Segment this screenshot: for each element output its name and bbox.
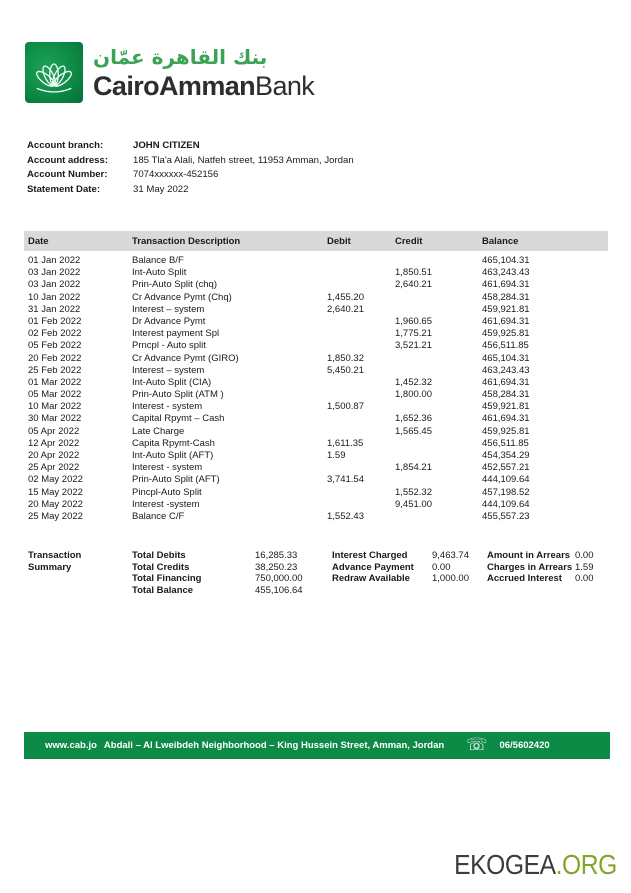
cell-date: 05 Feb 2022 bbox=[28, 340, 82, 352]
table-row bbox=[24, 292, 608, 304]
watermark-name: EKOGEA bbox=[454, 849, 556, 880]
cell-debit: 1.59 bbox=[327, 450, 346, 461]
cell-debit: 5,450.21 bbox=[327, 364, 364, 376]
table-row bbox=[24, 389, 608, 401]
cell-debit: 2,640.21 bbox=[327, 303, 364, 315]
summary-label: Interest Charged bbox=[332, 550, 408, 561]
account-field-value: 7074xxxxxx-452156 bbox=[133, 169, 219, 181]
summary-group-2 bbox=[332, 550, 469, 585]
summary-label: Accrued Interest bbox=[487, 573, 562, 585]
cell-credit bbox=[395, 304, 482, 316]
cell-balance: 457,198.52 bbox=[482, 486, 530, 498]
cell-balance: 461,694.31 bbox=[482, 413, 530, 425]
cell-balance: 458,284.31 bbox=[482, 389, 530, 401]
footer-bar bbox=[24, 732, 610, 759]
summary-label: Charges in Arrears bbox=[487, 561, 573, 573]
account-field-value: 31 May 2022 bbox=[133, 183, 189, 195]
summary-title-line2: Summary bbox=[28, 561, 72, 573]
cell-credit: 1,854.21 bbox=[395, 462, 432, 474]
cell-description: Balance C/F bbox=[132, 510, 185, 522]
summary-label: Advance Payment bbox=[332, 561, 414, 573]
cell-debit bbox=[327, 413, 395, 425]
cell-date: 25 Feb 2022 bbox=[28, 364, 82, 376]
summary-row bbox=[132, 550, 303, 562]
summary-row bbox=[487, 573, 594, 585]
summary-row bbox=[132, 562, 303, 574]
summary-row bbox=[487, 550, 594, 562]
table-row bbox=[24, 316, 608, 328]
cell-date: 15 May 2022 bbox=[28, 486, 83, 498]
table-row bbox=[24, 304, 608, 316]
cell-credit bbox=[395, 365, 482, 377]
table-row bbox=[24, 499, 608, 511]
cell-credit: 1,775.21 bbox=[395, 328, 432, 340]
cell-balance: 459,921.81 bbox=[482, 303, 530, 315]
account-field-label: Account address: bbox=[27, 154, 109, 166]
cell-debit: 1,611.35 bbox=[327, 437, 364, 449]
bank-name-arabic: بنك القاهرة عمّان bbox=[93, 45, 268, 69]
account-info bbox=[27, 139, 354, 197]
column-header-description: Transaction Description bbox=[132, 235, 241, 247]
cell-date: 25 May 2022 bbox=[28, 510, 83, 522]
table-row bbox=[24, 462, 608, 474]
column-header-balance: Balance bbox=[482, 235, 519, 247]
cell-description: Prin-Auto Split (AFT) bbox=[132, 474, 220, 486]
cell-balance: 458,284.31 bbox=[482, 291, 530, 303]
cell-credit: 2,640.21 bbox=[395, 279, 432, 291]
cell-description: Int-Auto Split bbox=[132, 267, 187, 279]
table-row bbox=[24, 450, 608, 462]
cell-balance: 465,104.31 bbox=[482, 352, 530, 364]
bank-name-latin bbox=[93, 71, 314, 101]
cell-date: 20 May 2022 bbox=[28, 498, 83, 510]
cell-description: Interest -system bbox=[132, 498, 200, 510]
cell-debit: 1,500.87 bbox=[327, 401, 364, 413]
cell-credit bbox=[395, 292, 482, 304]
table-row bbox=[24, 279, 608, 291]
cell-debit: 3,741.54 bbox=[327, 474, 364, 486]
cell-description: Capital Rpymt – Cash bbox=[132, 413, 225, 425]
cell-date: 31 Jan 2022 bbox=[28, 303, 81, 315]
cell-date: 12 Apr 2022 bbox=[28, 437, 80, 449]
summary-row bbox=[332, 573, 469, 585]
summary-value: 16,285.33 bbox=[255, 550, 298, 561]
table-row bbox=[24, 511, 608, 523]
cell-date: 05 Mar 2022 bbox=[28, 389, 82, 401]
cell-date: 25 Apr 2022 bbox=[28, 462, 80, 474]
cell-description: Int-Auto Split (AFT) bbox=[132, 450, 214, 461]
ekogea-watermark bbox=[454, 851, 617, 879]
summary-row bbox=[332, 562, 469, 574]
cell-balance: 444,109.64 bbox=[482, 474, 530, 486]
cell-debit: 1,850.32 bbox=[327, 352, 364, 364]
cell-credit: 9,451.00 bbox=[395, 498, 432, 510]
cell-credit bbox=[395, 474, 482, 486]
account-row bbox=[27, 154, 354, 169]
cell-balance: 461,694.31 bbox=[482, 279, 530, 291]
cell-description: Interest – system bbox=[132, 364, 205, 376]
table-row bbox=[24, 255, 608, 267]
cell-debit bbox=[327, 279, 395, 291]
footer-phone-number: 06/5602420 bbox=[499, 740, 550, 751]
cell-description: Late Charge bbox=[132, 425, 185, 437]
cell-balance: 459,925.81 bbox=[482, 425, 530, 437]
summary-label: Redraw Available bbox=[332, 573, 410, 585]
cell-balance: 461,694.31 bbox=[482, 376, 530, 388]
cell-description: Pincpl-Auto Split bbox=[132, 486, 202, 498]
column-header-debit: Debit bbox=[327, 235, 351, 247]
cell-date: 03 Jan 2022 bbox=[28, 279, 81, 291]
cell-debit bbox=[327, 340, 395, 352]
summary-value: 750,000.00 bbox=[255, 573, 303, 585]
cell-date: 05 Apr 2022 bbox=[28, 425, 80, 437]
summary-label: Total Debits bbox=[132, 550, 186, 561]
cell-debit bbox=[327, 377, 395, 389]
cell-description: Prin-Auto Split (ATM ) bbox=[132, 389, 224, 401]
cell-description: Capita Rpymt-Cash bbox=[132, 437, 215, 449]
account-row bbox=[27, 183, 354, 198]
bank-name-latin-light: Bank bbox=[255, 71, 315, 101]
transactions-body bbox=[24, 251, 608, 523]
cell-credit: 1,850.51 bbox=[395, 267, 432, 279]
summary-value: 0.00 bbox=[432, 561, 451, 573]
table-row bbox=[24, 377, 608, 389]
summary-label: Amount in Arrears bbox=[487, 550, 571, 561]
cell-description: Cr Advance Pymt (Chq) bbox=[132, 291, 232, 303]
summary-value: 1.59 bbox=[575, 561, 594, 573]
cell-debit bbox=[327, 462, 395, 474]
account-field-value: JOHN CITIZEN bbox=[133, 140, 200, 151]
cell-balance: 456,511.85 bbox=[482, 437, 529, 449]
summary-group-3 bbox=[487, 550, 594, 585]
cell-debit bbox=[327, 499, 395, 511]
cell-date: 10 Jan 2022 bbox=[28, 291, 81, 303]
cell-debit bbox=[327, 487, 395, 499]
cell-date: 30 Mar 2022 bbox=[28, 413, 82, 425]
cell-credit: 1,800.00 bbox=[395, 389, 432, 401]
cell-balance: 455,557.23 bbox=[482, 510, 530, 522]
cell-date: 20 Apr 2022 bbox=[28, 450, 80, 461]
summary-label: Total Credits bbox=[132, 561, 190, 573]
cell-description: Interest – system bbox=[132, 303, 205, 315]
bank-name-block bbox=[93, 42, 314, 103]
phone-icon: ☏ bbox=[466, 735, 488, 755]
table-row bbox=[24, 438, 608, 450]
table-row bbox=[24, 474, 608, 486]
table-row bbox=[24, 267, 608, 279]
table-row bbox=[24, 401, 608, 413]
cell-credit: 1,452.32 bbox=[395, 376, 432, 388]
cell-debit bbox=[327, 316, 395, 328]
cell-balance: 454,354.29 bbox=[482, 450, 530, 461]
cell-debit bbox=[327, 267, 395, 279]
summary-value: 38,250.23 bbox=[255, 561, 298, 573]
table-row bbox=[24, 353, 608, 365]
cell-balance: 452,557.21 bbox=[482, 462, 530, 474]
cell-description: Int-Auto Split (CIA) bbox=[132, 376, 212, 388]
table-header-row bbox=[24, 231, 608, 251]
cell-credit bbox=[395, 450, 482, 462]
summary-title-line1: Transaction bbox=[28, 550, 82, 561]
table-row bbox=[24, 365, 608, 377]
cell-credit: 1,552.32 bbox=[395, 486, 432, 498]
cell-balance: 463,243.43 bbox=[482, 267, 530, 279]
cell-credit bbox=[395, 255, 482, 267]
bank-name-latin-bold: CairoAmman bbox=[93, 71, 256, 101]
cell-date: 03 Jan 2022 bbox=[28, 267, 81, 279]
table-row bbox=[24, 340, 608, 352]
cell-credit bbox=[395, 353, 482, 365]
cell-date: 02 May 2022 bbox=[28, 474, 83, 486]
table-row bbox=[24, 487, 608, 499]
cell-date: 01 Jan 2022 bbox=[28, 255, 81, 266]
summary-group-1 bbox=[132, 550, 303, 596]
cell-debit bbox=[327, 389, 395, 401]
cell-description: Interest - system bbox=[132, 462, 203, 474]
cell-balance: 461,694.31 bbox=[482, 315, 530, 327]
summary-value: 9,463.74 bbox=[432, 550, 469, 561]
transactions-table bbox=[24, 231, 608, 523]
footer-website: www.cab.jo bbox=[45, 740, 97, 751]
cell-description: Interest - system bbox=[132, 401, 203, 413]
cell-balance: 465,104.31 bbox=[482, 255, 530, 266]
summary-row bbox=[487, 562, 594, 574]
account-field-label: Account branch: bbox=[27, 140, 104, 151]
table-row bbox=[24, 328, 608, 340]
cell-balance: 444,109.64 bbox=[482, 498, 530, 510]
summary-row bbox=[132, 573, 303, 585]
bank-logo bbox=[25, 42, 83, 103]
cell-date: 02 Feb 2022 bbox=[28, 328, 82, 340]
account-field-label: Account Number: bbox=[27, 169, 108, 181]
lotus-icon bbox=[31, 53, 77, 98]
account-field-label: Statement Date: bbox=[27, 183, 101, 195]
summary-label: Total Balance bbox=[132, 584, 194, 596]
cell-debit bbox=[327, 255, 395, 267]
column-header-credit: Credit bbox=[395, 235, 423, 247]
cell-date: 10 Mar 2022 bbox=[28, 401, 82, 413]
account-field-value: 185 Tla'a Alali, Natfeh street, 11953 Amman, Jordan bbox=[133, 154, 354, 166]
cell-description: Prncpl - Auto split bbox=[132, 340, 206, 352]
bank-header bbox=[25, 42, 314, 103]
cell-credit bbox=[395, 438, 482, 450]
cell-credit: 1,960.65 bbox=[395, 315, 432, 327]
cell-debit bbox=[327, 328, 395, 340]
cell-credit: 1,652.36 bbox=[395, 413, 432, 425]
cell-debit: 1,455.20 bbox=[327, 291, 364, 303]
cell-debit: 1,552.43 bbox=[327, 510, 364, 522]
cell-balance: 456,511.85 bbox=[482, 340, 529, 352]
column-header-date: Date bbox=[28, 235, 49, 247]
cell-description: Interest payment Spl bbox=[132, 328, 220, 340]
summary-value: 0.00 bbox=[575, 573, 594, 585]
summary-value: 1,000.00 bbox=[432, 573, 469, 585]
cell-balance: 459,921.81 bbox=[482, 401, 530, 413]
account-row bbox=[27, 139, 354, 154]
cell-date: 01 Feb 2022 bbox=[28, 315, 82, 327]
cell-description: Prin-Auto Split (chq) bbox=[132, 279, 218, 291]
cell-debit bbox=[327, 426, 395, 438]
cell-balance: 459,925.81 bbox=[482, 328, 530, 340]
table-row bbox=[24, 413, 608, 425]
summary-row bbox=[332, 550, 469, 562]
cell-balance: 463,243.43 bbox=[482, 364, 530, 376]
summary-label: Total Financing bbox=[132, 573, 202, 585]
cell-credit bbox=[395, 401, 482, 413]
summary-title bbox=[28, 550, 81, 573]
table-row bbox=[24, 426, 608, 438]
cell-date: 01 Mar 2022 bbox=[28, 376, 82, 388]
footer-address: Abdali – Al Lweibdeh Neighborhood – King Hussein Street, Amman, Jordan bbox=[103, 740, 445, 751]
cell-date: 20 Feb 2022 bbox=[28, 352, 82, 364]
cell-description: Dr Advance Pymt bbox=[132, 315, 206, 327]
summary-value: 455,106.64 bbox=[255, 584, 303, 596]
cell-credit: 3,521.21 bbox=[395, 340, 432, 352]
account-row bbox=[27, 168, 354, 183]
cell-credit: 1,565.45 bbox=[395, 425, 432, 437]
watermark-tld: .ORG bbox=[555, 849, 617, 880]
cell-description: Balance B/F bbox=[132, 255, 184, 266]
cell-description: Cr Advance Pymt (GIRO) bbox=[132, 352, 239, 364]
cell-credit bbox=[395, 511, 482, 523]
summary-value: 0.00 bbox=[575, 550, 594, 561]
summary-row bbox=[132, 585, 303, 597]
